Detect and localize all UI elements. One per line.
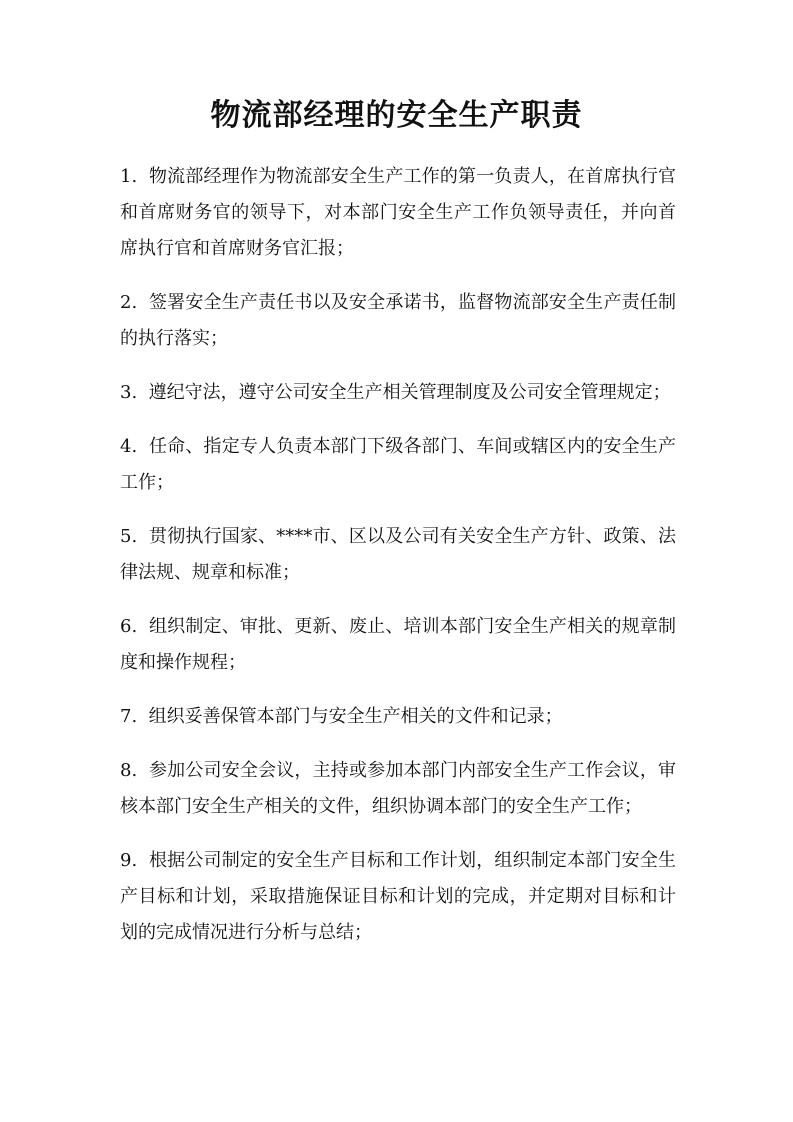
- item-text: 遵纪守法，遵守公司安全生产相关管理制度及公司安全管理规定；: [148, 382, 671, 403]
- item-number: 3.: [120, 382, 138, 403]
- item-number: 9.: [120, 850, 138, 871]
- item-text: 物流部经理作为物流部安全生产工作的第一负责人，在首席执行官和首席财务官的领导下，对本部门安全生产工作负领导责任，并向首席执行官和首席财务官汇报；: [120, 166, 676, 259]
- item-number: 6.: [120, 616, 138, 637]
- item-text: 参加公司安全会议，主持或参加本部门内部安全生产工作会议，审核本部门安全生产相关的文件，组织协调本部门的安全生产工作；: [120, 760, 676, 817]
- list-item: [120, 699, 676, 735]
- list-item: [120, 429, 676, 501]
- item-text: 组织制定、审批、更新、废止、培训本部门安全生产相关的规章制度和操作规程；: [120, 616, 676, 673]
- item-text: 组织妥善保管本部门与安全生产相关的文件和记录；: [148, 706, 563, 727]
- item-number: 4.: [120, 436, 138, 457]
- list-item: [120, 753, 676, 825]
- item-text: 贯彻执行国家、****市、区以及公司有关安全生产方针、政策、法律法规、规章和标准；: [120, 526, 677, 583]
- item-number: 8.: [120, 760, 138, 781]
- item-text: 签署安全生产责任书以及安全承诺书，监督物流部安全生产责任制的执行落实；: [120, 292, 676, 349]
- document-title: 物流部经理的安全生产职责: [210, 98, 583, 133]
- item-number: 2.: [120, 292, 138, 313]
- item-text: 任命、指定专人负责本部门下级各部门、车间或辖区内的安全生产工作；: [120, 436, 676, 493]
- item-number: 5.: [120, 526, 138, 547]
- list-item: [120, 609, 676, 681]
- list-item: [120, 375, 676, 411]
- item-text: 根据公司制定的安全生产目标和工作计划，组织制定本部门安全生产目标和计划，采取措施保证目标和计划的完成，并定期对目标和计划的完成情况进行分析与总结；: [120, 850, 676, 943]
- list-item: [120, 519, 676, 591]
- list-item: [120, 159, 676, 267]
- responsibility-list: [120, 159, 676, 969]
- list-item: [120, 285, 676, 357]
- item-number: 1.: [120, 166, 138, 187]
- list-item: [120, 843, 676, 951]
- item-number: 7.: [120, 706, 138, 727]
